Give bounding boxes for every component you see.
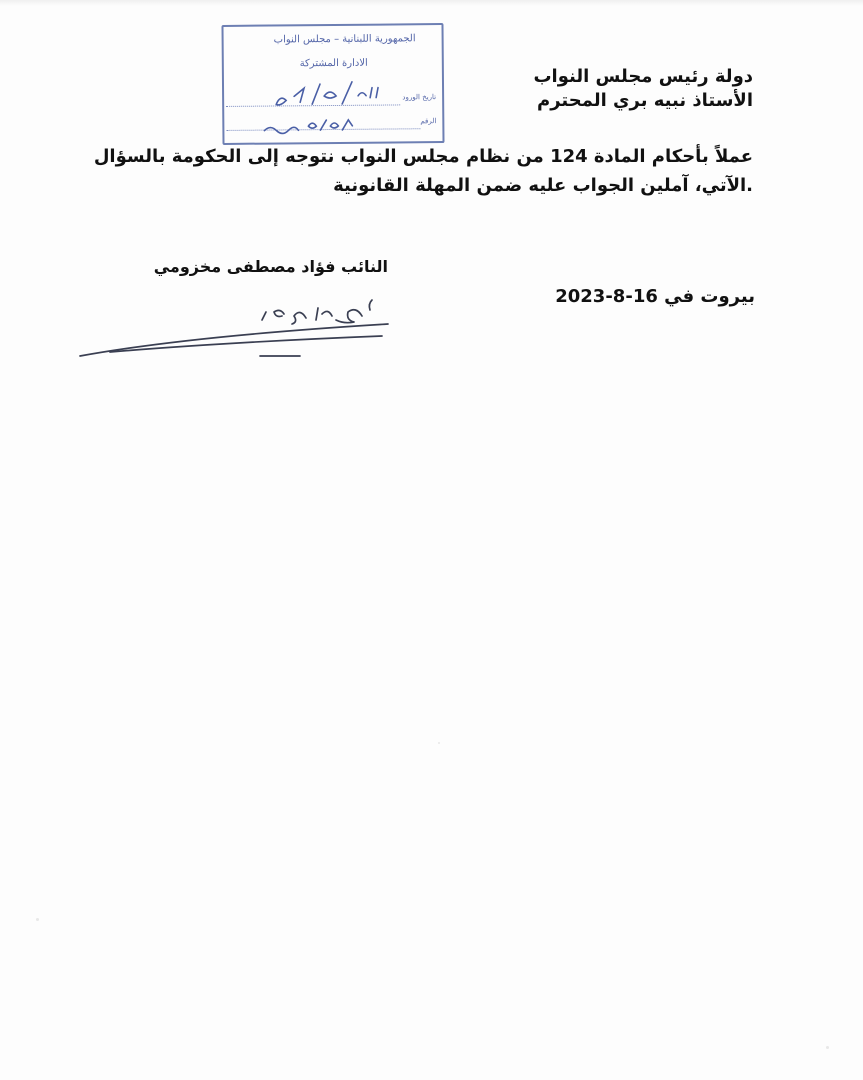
letter-body xyxy=(93,142,753,200)
signer-name: النائب فؤاد مصطفى مخزومي xyxy=(153,257,388,276)
handwritten-signature xyxy=(70,286,400,366)
scan-speck xyxy=(36,918,39,921)
recipient-title: دولة رئيس مجلس النواب xyxy=(533,66,753,87)
stamp-number-label: الرقم xyxy=(420,117,437,126)
recipient-name: الأستاذ نبيه بري المحترم xyxy=(537,90,753,111)
scan-speck xyxy=(826,1046,829,1049)
scan-edge xyxy=(0,0,863,6)
letter-body-line-2: .الآتي، آملين الجواب عليه ضمن المهلة القانونية xyxy=(333,175,753,196)
stamp-header: الجمهورية اللبنانية – مجلس النواب xyxy=(273,33,416,46)
stamp-department: الادارة المشتركة xyxy=(299,57,368,70)
reception-stamp xyxy=(221,23,444,145)
stamp-date-label: تاريخ الورود xyxy=(402,93,437,102)
date-line: بيروت في 16-8-2023 xyxy=(555,286,755,307)
letter-body-line-1: عملاً بأحكام المادة 124 من نظام مجلس النواب نتوجه إلى الحكومة بالسؤال xyxy=(93,146,753,167)
stamp-handwritten-entries xyxy=(223,25,446,147)
scan-speck xyxy=(438,742,440,744)
